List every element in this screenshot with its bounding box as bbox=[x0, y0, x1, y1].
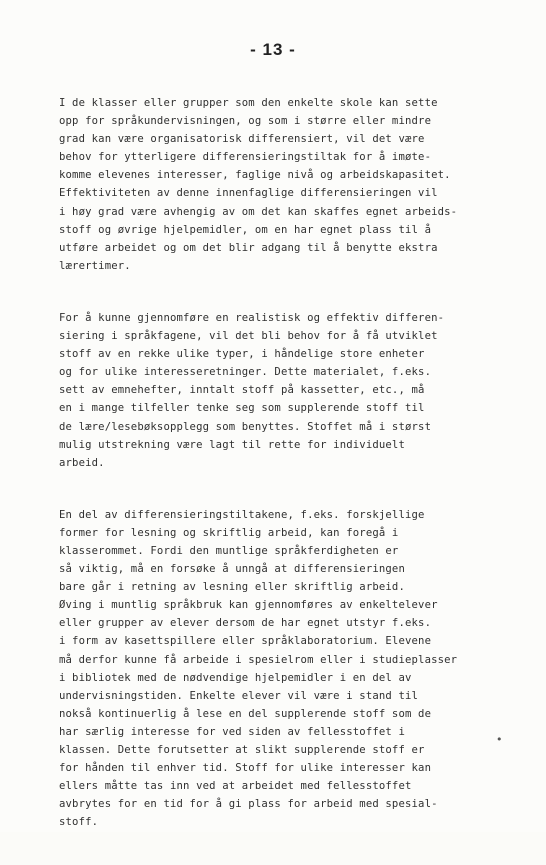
margin-dot-mark: • bbox=[496, 733, 503, 746]
text-line: de lære/lesebøksopplegg som benyttes. Stoffet må i størst bbox=[59, 420, 432, 433]
text-line: eller grupper av elever dersom de har egnet utstyr f.eks. bbox=[59, 617, 432, 630]
text-line: lærertimer. bbox=[59, 259, 131, 272]
text-line: For å kunne gjennomføre en realistisk og effektiv differen- bbox=[59, 311, 445, 324]
text-line: i form av kasettspillere eller språklaboratorium. Elevene bbox=[59, 635, 432, 648]
text-line: for hånden til enhver tid. Stoff for ulike interesser kan bbox=[59, 762, 432, 775]
text-line: nokså kontinuerlig å lese en del supplerende stoff som de bbox=[59, 707, 432, 720]
text-line: klasserommet. Fordi den muntlige språkferdigheten er bbox=[59, 544, 399, 557]
text-line: avbrytes for en tid for å gi plass for arbeid med spesial- bbox=[59, 798, 438, 811]
text-line: bare går i retning av lesning eller skriftlig arbeid. bbox=[59, 581, 405, 594]
text-line: opp for språkundervisningen, og som i større eller mindre bbox=[59, 115, 432, 128]
text-line: behov for ytterligere differensieringstiltak for å imøte- bbox=[59, 151, 432, 164]
text-line: Øving i muntlig språkbruk kan gjennomføres av enkeltelever bbox=[59, 599, 438, 612]
text-line: I de klasser eller grupper som den enkelte skole kan sette bbox=[59, 97, 438, 109]
text-line: utføre arbeidet og om det blir adgang til å benytte ekstra bbox=[59, 241, 438, 254]
text-line: i høy grad være avhengig av om det kan skaffes egnet arbeids- bbox=[59, 205, 458, 218]
page-number: - 13 - bbox=[250, 40, 296, 59]
text-line: mulig utstrekning være lagt til rette for individuelt bbox=[59, 438, 405, 451]
paragraph-2 bbox=[59, 309, 499, 472]
text-line: sett av emnehefter, inntalt stoff på kassetter, etc., må bbox=[59, 384, 425, 397]
text-line: former for lesning og skriftlig arbeid, kan foregå i bbox=[59, 526, 399, 539]
paragraph-1 bbox=[59, 94, 499, 275]
text-line: stoff av en rekke ulike typer, i håndelige store enheter bbox=[59, 348, 425, 361]
text-line: stoff. bbox=[59, 816, 99, 829]
text-line: arbeid. bbox=[59, 456, 105, 469]
document-body bbox=[59, 94, 499, 865]
text-line: Effektiviteten av denne innenfaglige differensieringen vil bbox=[59, 187, 438, 200]
text-line: klassen. Dette forutsetter at slikt supplerende stoff er bbox=[59, 744, 425, 756]
text-line: har særlig interesse for ved siden av fellesstoffet i bbox=[59, 725, 405, 738]
text-line: må derfor kunne få arbeide i spesielrom eller i studieplasser bbox=[59, 653, 458, 666]
text-line: komme elevenes interesser, faglige nivå og arbeidskapasitet. bbox=[59, 169, 451, 182]
text-line: ellers måtte tas inn ved at arbeidet med fellesstoffet bbox=[59, 780, 412, 793]
paragraph-3 bbox=[59, 506, 499, 832]
text-line: stoff og øvrige hjelpemidler, om en har egnet plass til å bbox=[59, 223, 432, 236]
text-line: i bibliotek med de nødvendige hjelpemidler i en del av bbox=[59, 671, 412, 684]
text-line: og for ulike interesseretninger. Dette materialet, f.eks. bbox=[59, 366, 432, 379]
text-line: siering i språkfagene, vil det bli behov for å få utviklet bbox=[59, 330, 438, 343]
text-line: undervisningstiden. Enkelte elever vil være i stand til bbox=[59, 689, 419, 702]
text-line: grad kan være organisatorisk differensiert, vil det være bbox=[59, 133, 425, 146]
text-line: En del av differensieringstiltakene, f.eks. forskjellige bbox=[59, 508, 425, 521]
text-line: en i mange tilfeller tenke seg som supplerende stoff til bbox=[59, 402, 425, 415]
text-line: så viktig, må en forsøke å unngå at differensieringen bbox=[59, 563, 405, 576]
